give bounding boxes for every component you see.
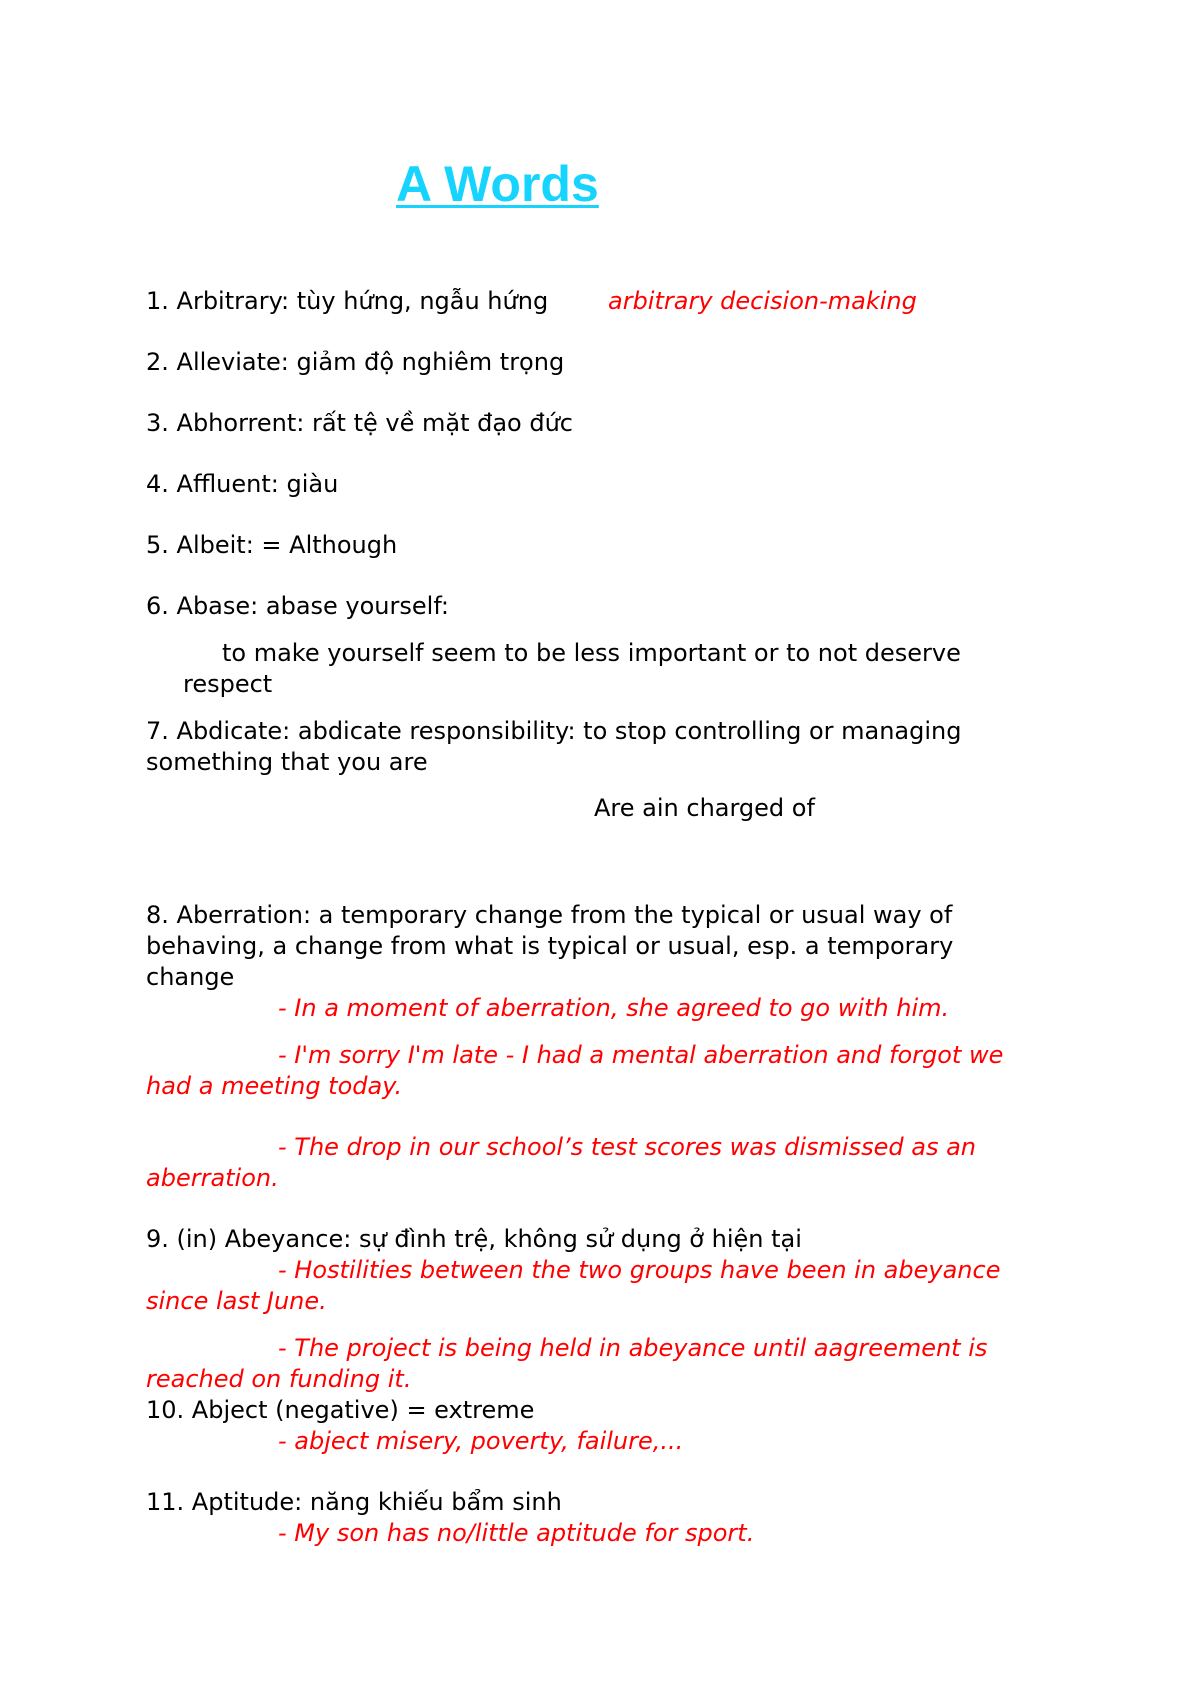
example-abeyance-1-line2: since last June. — [146, 1287, 327, 1315]
example-aberration-2-line2: had a meeting today. — [146, 1072, 403, 1100]
entry-aberration-line1: 8. Aberration: a temporary change from the typical or usual way of — [146, 901, 953, 929]
example-abject: - abject misery, poverty, failure,... — [278, 1427, 684, 1455]
example-aberration-2-line1: - I'm sorry I'm late - I had a mental aberration and forgot we — [278, 1041, 1004, 1069]
entry-abeyance: 9. (in) Abeyance: sự đình trệ, không sử dụng ở hiện tại — [146, 1225, 802, 1253]
example-aberration-3-line2: aberration. — [146, 1164, 279, 1192]
entry-aptitude: 11. Aptitude: năng khiếu bẩm sinh — [146, 1488, 562, 1516]
entry-affluent: 4. Affluent: giàu — [146, 470, 339, 498]
entry-abdicate-line3: Are ain charged of — [594, 794, 815, 822]
entry-abhorrent: 3. Abhorrent: rất tệ về mặt đạo đức — [146, 409, 573, 437]
entry-aberration-line3: change — [146, 963, 235, 991]
example-abeyance-2-line2: reached on funding it. — [146, 1365, 412, 1393]
entry-abdicate-line2: something that you are — [146, 748, 428, 776]
entry-alleviate: 2. Alleviate: giảm độ nghiêm trọng — [146, 348, 565, 376]
document-title: A Words — [396, 156, 599, 212]
example-aberration-3-line1: - The drop in our school’s test scores was dismissed as an — [278, 1133, 976, 1161]
entry-aberration-line2: behaving, a change from what is typical or usual, esp. a temporary — [146, 932, 954, 960]
definition-abase-line1: to make yourself seem to be less important or to not deserve — [222, 639, 961, 667]
example-abeyance-1-line1: - Hostilities between the two groups have been in abeyance — [278, 1256, 1001, 1284]
example-aberration-1: - In a moment of aberration, she agreed to go with him. — [278, 994, 950, 1022]
definition-abase-line2: respect — [183, 670, 273, 698]
entry-abject: 10. Abject (negative) = extreme — [146, 1396, 535, 1424]
example-aptitude: - My son has no/little aptitude for sport. — [278, 1519, 755, 1547]
entry-abase: 6. Abase: abase yourself: — [146, 592, 449, 620]
example-arbitrary: arbitrary decision-making — [608, 287, 917, 315]
example-abeyance-2-line1: - The project is being held in abeyance until aagreement is — [278, 1334, 988, 1362]
entry-albeit: 5. Albeit: = Although — [146, 531, 398, 559]
entry-arbitrary: 1. Arbitrary: tùy hứng, ngẫu hứng — [146, 287, 549, 315]
entry-abdicate-line1: 7. Abdicate: abdicate responsibility: to stop controlling or managing — [146, 717, 962, 745]
